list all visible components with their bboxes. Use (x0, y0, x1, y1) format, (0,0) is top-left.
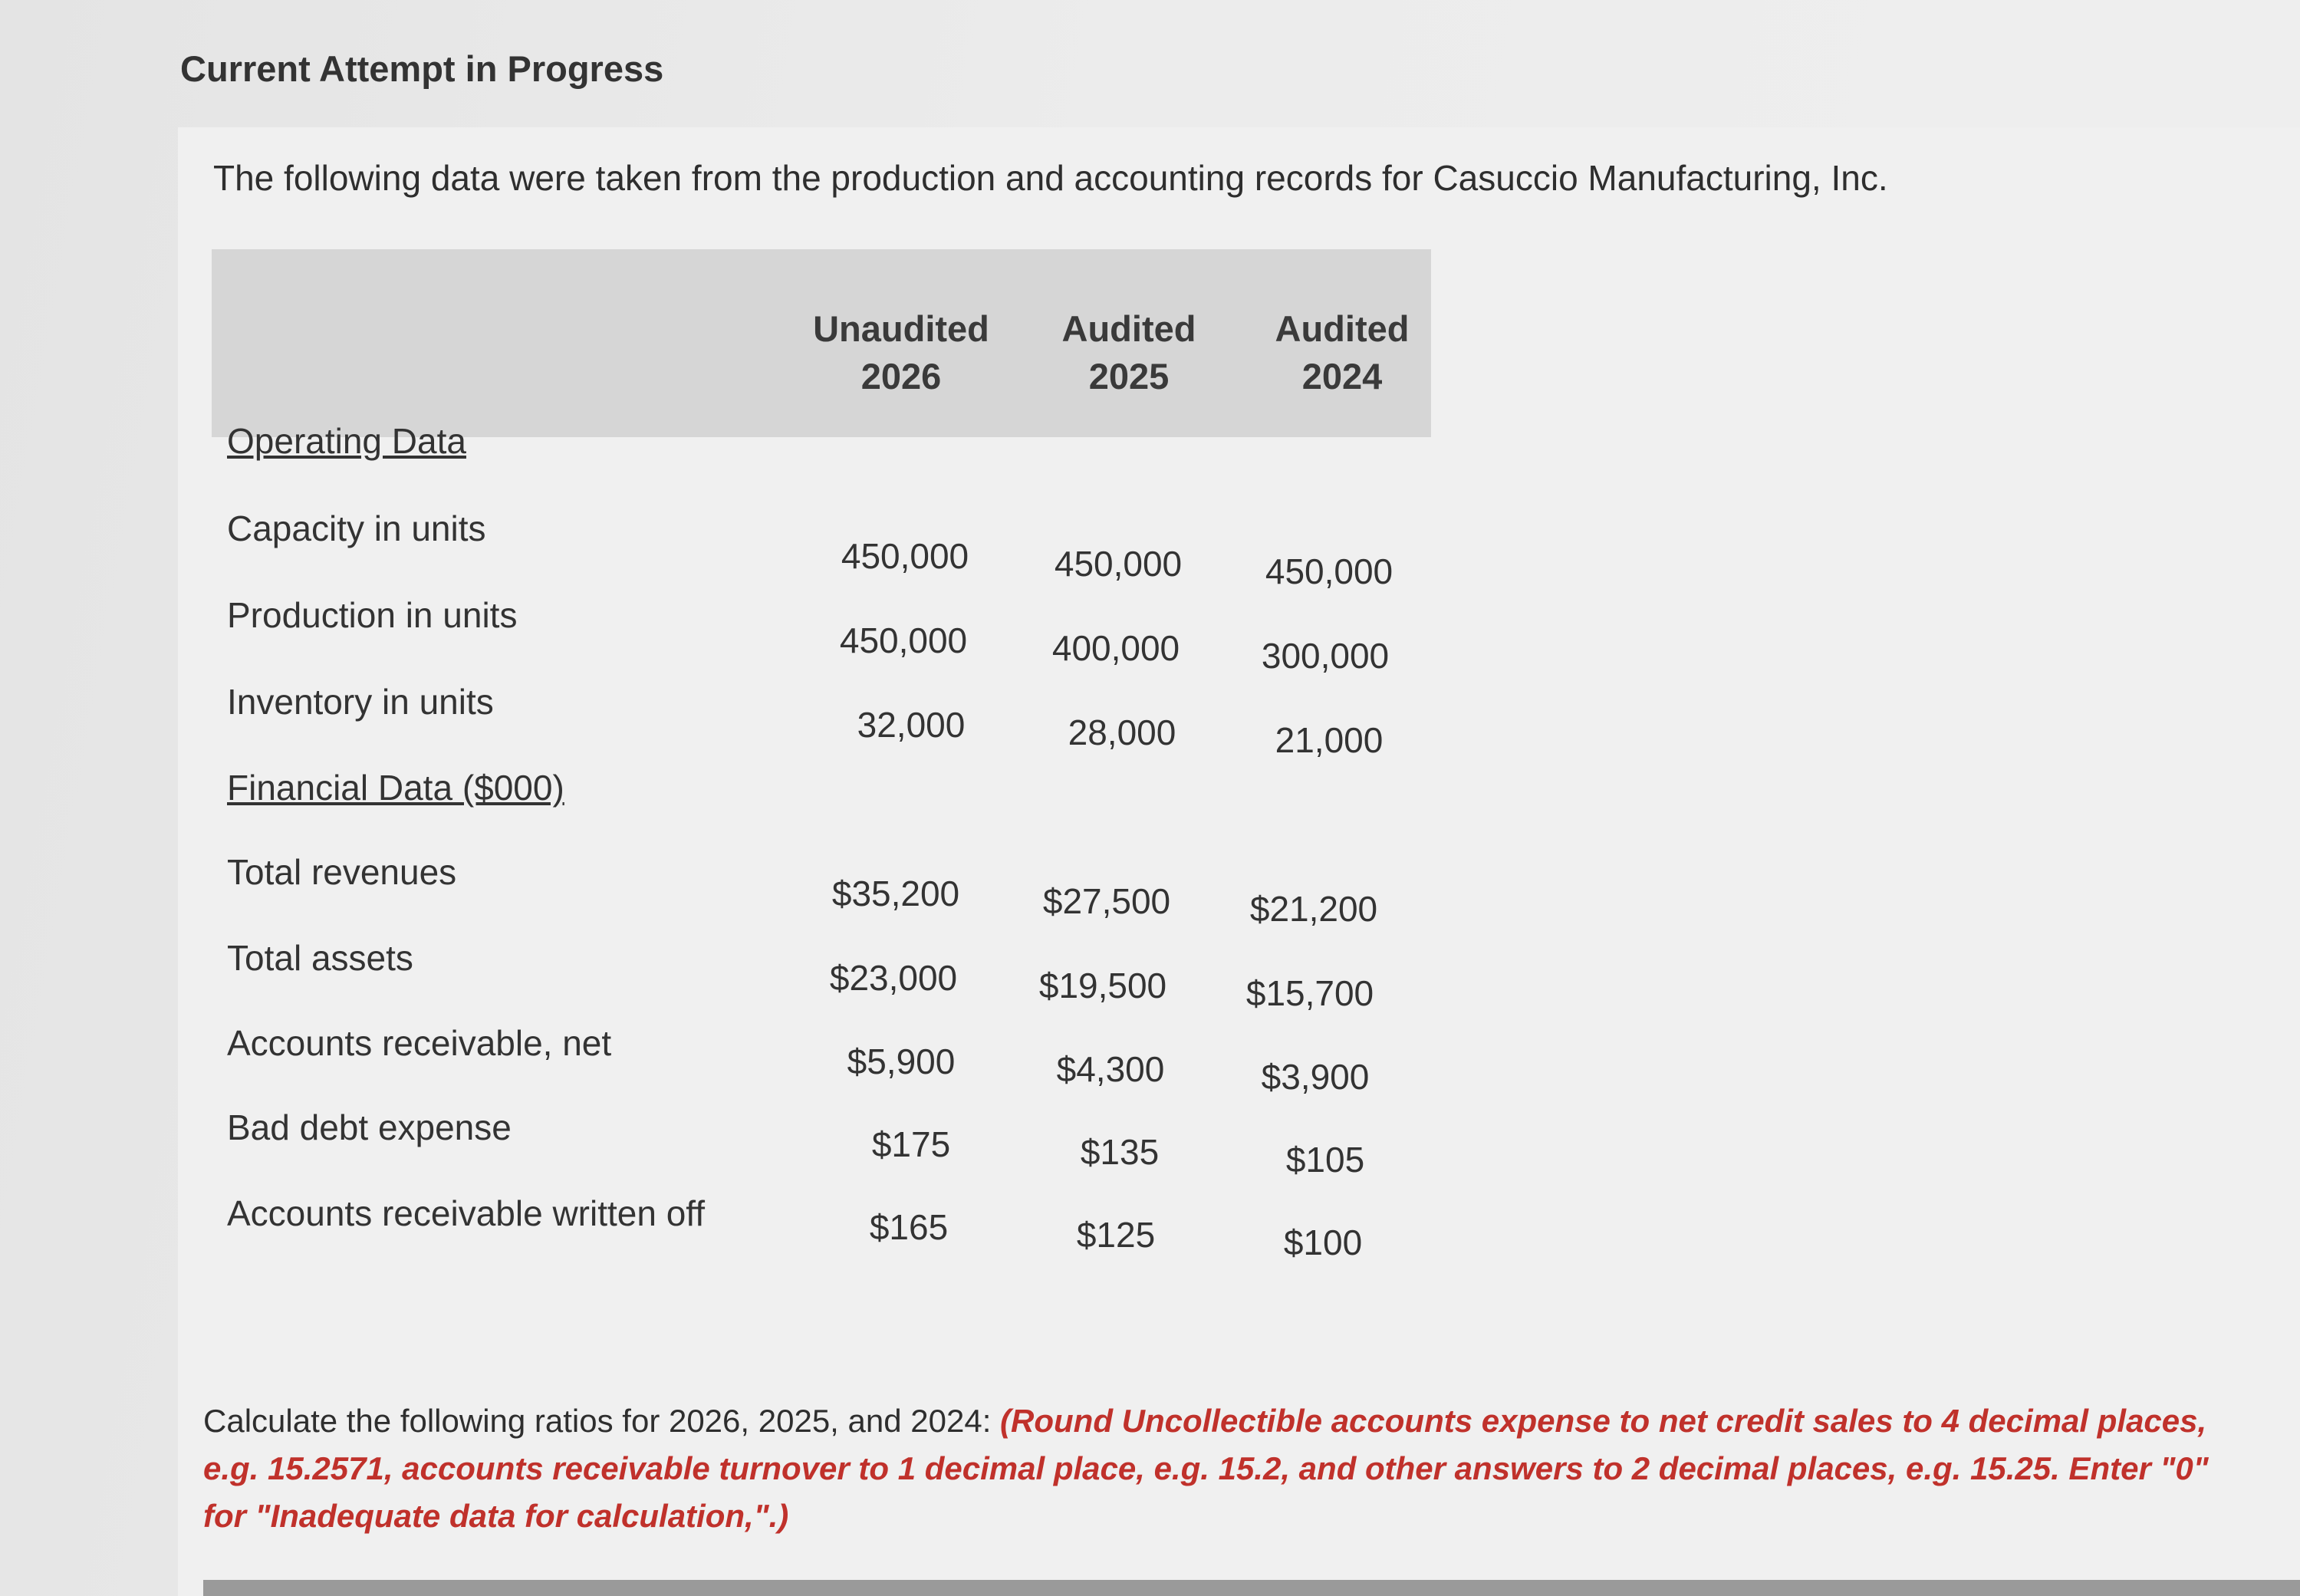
cell-ar-2024: $3,900 (1261, 1057, 1370, 1097)
row-label-capacity: Capacity in units (227, 508, 486, 548)
instruction-plain: Calculate the following ratios for 2026, 2025, and 2024: (203, 1403, 1001, 1439)
column-header-line1: Audited (1275, 308, 1410, 349)
instruction-rounding-note: (Round Uncollectible accounts expense to net credit sales to 4 decimal places, e.g. 15.2571, accounts receivable turnover to 1 decimal place, e.g. 15.2, and other answers to 2 decimal places, e.g. 15.25. Enter "0" for "Inadequate data for calculation,".) (203, 1403, 2209, 1534)
row-label-total-revenues: Total revenues (227, 852, 457, 892)
cell-written-off-2026: $165 (869, 1207, 949, 1247)
cell-ar-2026: $5,900 (847, 1042, 956, 1081)
instruction-text (203, 1397, 2228, 1540)
cell-capacity-2025: 450,000 (1054, 544, 1183, 584)
row-label-inventory: Inventory in units (227, 682, 494, 722)
cell-capacity-2024: 450,000 (1265, 551, 1393, 591)
cell-inventory-2025: 28,000 (1068, 712, 1176, 752)
intro-text: The following data were taken from the production and accounting records for Casuccio Manufacturing, Inc. (213, 158, 1888, 198)
cell-ar-2025: $4,300 (1056, 1049, 1165, 1089)
row-label-accounts-receivable: Accounts receivable, net (227, 1023, 612, 1063)
cell-assets-2024: $15,700 (1245, 973, 1374, 1013)
section-title-operating-data: Operating Data (227, 421, 466, 461)
cell-revenues-2024: $21,200 (1249, 889, 1378, 929)
section-title-financial-data: Financial Data ($000) (227, 768, 564, 808)
cell-bad-debt-2026: $175 (871, 1124, 951, 1164)
column-header-2025 (1029, 305, 1229, 400)
row-label-bad-debt-expense: Bad debt expense (227, 1107, 512, 1147)
column-header-2024 (1242, 305, 1442, 400)
row-label-production: Production in units (227, 595, 518, 635)
column-header-line2: 2026 (860, 356, 942, 397)
cell-revenues-2025: $27,500 (1042, 881, 1171, 921)
cell-inventory-2024: 21,000 (1275, 720, 1384, 760)
cell-production-2025: 400,000 (1051, 628, 1180, 668)
cell-assets-2025: $19,500 (1038, 966, 1167, 1005)
cell-inventory-2026: 32,000 (857, 705, 966, 745)
cell-written-off-2024: $100 (1283, 1223, 1363, 1262)
row-label-ar-written-off: Accounts receivable written off (227, 1193, 706, 1233)
row-label-total-assets: Total assets (227, 938, 413, 978)
cell-written-off-2025: $125 (1076, 1215, 1156, 1255)
cell-assets-2026: $23,000 (829, 958, 958, 998)
column-header-line1: Audited (1061, 308, 1196, 349)
cell-capacity-2026: 450,000 (841, 536, 969, 576)
cell-revenues-2026: $35,200 (831, 874, 960, 913)
attempt-header: Current Attempt in Progress (180, 48, 664, 89)
column-header-2026 (801, 305, 1001, 400)
bottom-divider (203, 1580, 2300, 1596)
cell-bad-debt-2024: $105 (1285, 1140, 1365, 1180)
cell-production-2024: 300,000 (1261, 636, 1390, 676)
column-header-line2: 2025 (1088, 356, 1170, 397)
column-header-line2: 2024 (1301, 356, 1383, 397)
cell-production-2026: 450,000 (839, 620, 968, 660)
cell-bad-debt-2025: $135 (1080, 1132, 1160, 1172)
column-header-line1: Unaudited (813, 308, 989, 349)
